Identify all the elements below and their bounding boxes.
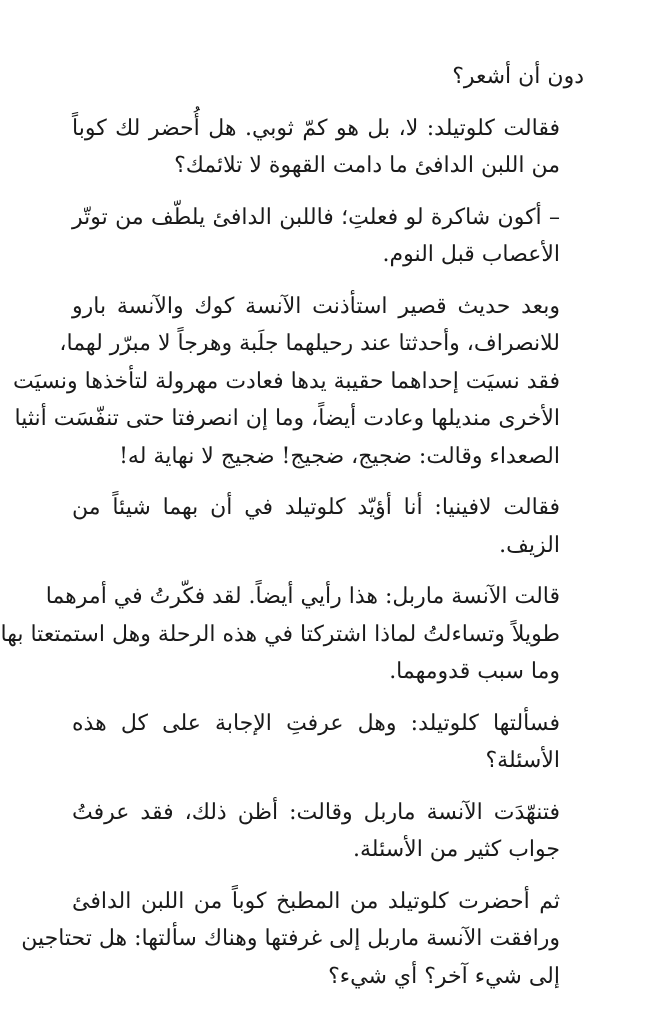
- text-line: الأخرى منديلها وعادت أيضاً، وما إن انصرفتا حتى تنفّسَت أنثيا: [14, 406, 560, 431]
- text-line: ثم أحضرت كلوتيلد من المطبخ كوباً من اللبن الدافئ: [72, 888, 560, 914]
- text-line: الصعداء وقالت: ضجيج، ضجيج! ضجيج لا نهاية له!: [119, 443, 560, 469]
- paragraph: [21, 883, 584, 996]
- text-line: للانصراف، وأحدثتا عند رحيلهما جلَبة وهرجاً لا مبرّر لهما،: [59, 331, 560, 356]
- paragraph: [72, 110, 584, 185]
- text-line: من اللبن الدافئ ما دامت القهوة لا تلائمك؟: [174, 153, 560, 178]
- paragraph: [72, 794, 584, 869]
- text-line: فقالت لافينيا: أنا أؤيّد كلوتيلد في أن بهما شيئاً من: [72, 495, 560, 520]
- text-line: فتنهّدَت الآنسة ماربل وقالت: أظن ذلك، فقد عرفتُ: [72, 799, 560, 825]
- paragraph: [72, 489, 584, 564]
- text-line: جواب كثير من الأسئلة.: [353, 837, 560, 862]
- paragraph: [72, 705, 584, 780]
- paragraph: [0, 578, 584, 691]
- text-line: قالت الآنسة ماربل: هذا رأيي أيضاً. لقد فكّرتُ في أمرهما: [45, 584, 560, 609]
- text-line: الزيف.: [499, 532, 560, 558]
- paragraph: [13, 288, 584, 476]
- text-line: إلى شيء آخر؟ أي شيء؟: [328, 963, 560, 989]
- book-page: [0, 58, 584, 1009]
- text-line: دون أن أشعر؟: [452, 64, 584, 89]
- text-line: – أكون شاكرة لو فعلتِ؛ فاللبن الدافئ يلطّف من توتّر: [72, 204, 560, 230]
- text-line: الأسئلة؟: [485, 748, 560, 773]
- text-line: فقالت كلوتيلد: لا، بل هو كمّ ثوبي. هل أُحضر لك كوباً: [72, 115, 560, 141]
- text-line: ورافقت الآنسة ماربل إلى غرفتها وهناك سألتها: هل تحتاجين: [21, 926, 560, 951]
- text-line: طويلاً وتساءلتُ لماذا اشتركتا في هذه الرحلة وهل استمتعتا بها: [0, 621, 560, 647]
- text-line: فقد نسيَت إحداهما حقيبة يدها فعادت مهرولة لتأخذها ونسيَت: [13, 368, 560, 394]
- text-line: وبعد حديث قصير استأذنت الآنسة كوك والآنسة بارو: [72, 293, 560, 319]
- paragraph: [72, 58, 584, 96]
- paragraph: [72, 199, 584, 274]
- text-line: وما سبب قدومهما.: [389, 659, 560, 684]
- text-line: الأعصاب قبل النوم.: [382, 242, 560, 267]
- text-line: فسألتها كلوتيلد: وهل عرفتِ الإجابة على كل هذه: [72, 710, 560, 736]
